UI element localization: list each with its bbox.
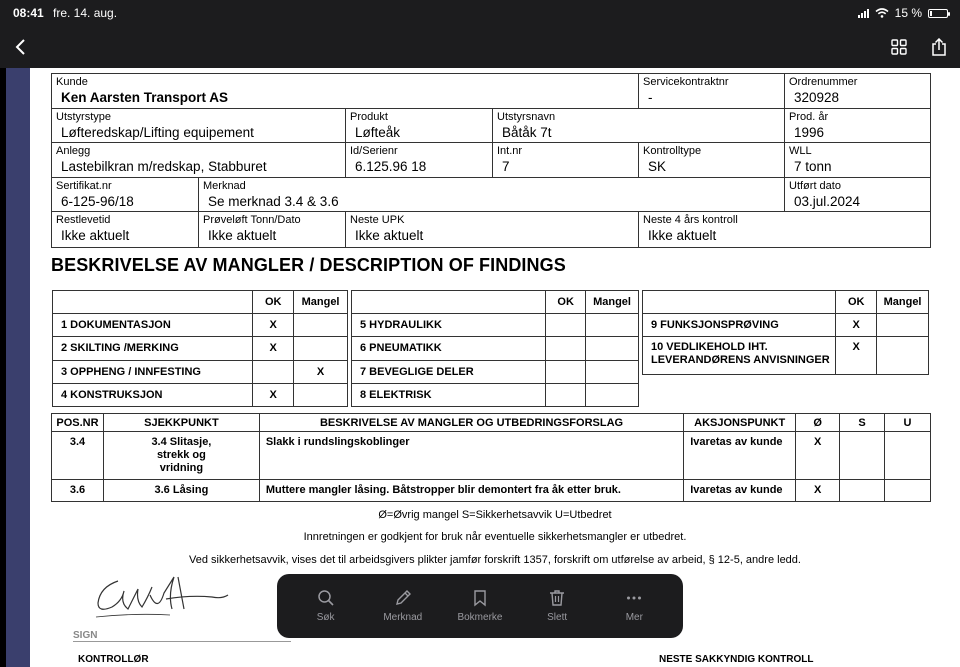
checklist-mangel-mark xyxy=(294,337,348,360)
status-right xyxy=(858,6,948,20)
u-header: U xyxy=(885,414,931,432)
checklist-item-label: 3 OPPHENG / INNFESTING xyxy=(53,360,253,383)
page-edge-strip xyxy=(6,68,30,667)
checklist-row xyxy=(643,314,929,337)
neste-kontroll-label: NESTE SAKKYNDIG KONTROLL xyxy=(659,654,814,665)
aksjon-header: AKSJONSPUNKT xyxy=(684,414,796,432)
legend-note: Ø=Øvrig mangel S=Sikkerhetsavvik U=Utbedret xyxy=(378,509,612,521)
delete-button[interactable] xyxy=(524,589,590,623)
status-bar xyxy=(0,0,960,26)
status-time: 08:41 xyxy=(13,6,44,20)
checklist-table-right xyxy=(642,290,929,375)
delete-button-label: Slett xyxy=(547,612,568,623)
beskrivelse-header: BESKRIVELSE AV MANGLER OG UTBEDRINGSFORSLAG xyxy=(259,414,683,432)
checklist-row xyxy=(53,383,348,406)
kontrolltype-label: Kontrolltype xyxy=(643,145,702,158)
search-button-label: Søk xyxy=(316,612,335,623)
checklist-header-row xyxy=(53,291,348,314)
wll-value: 7 tonn xyxy=(794,159,832,175)
grid-view-button[interactable] xyxy=(886,34,912,60)
sign-line xyxy=(73,641,291,642)
merknad-value: Se merknad 3.4 & 3.6 xyxy=(208,193,339,209)
finding-pos: 3.4 xyxy=(52,432,104,480)
checklist-item-label: 7 BEVEGLIGE DELER xyxy=(352,360,546,383)
produkt-value: Løfteåk xyxy=(355,124,401,140)
checklist-blank-header xyxy=(352,291,546,314)
intnr-label: Int.nr xyxy=(497,145,523,158)
prodar-value: 1996 xyxy=(794,124,825,140)
servicekontrakt-value: - xyxy=(648,90,653,105)
checklist-ok-mark: X xyxy=(253,314,294,337)
neste4-value: Ikke aktuelt xyxy=(648,228,717,244)
prodar-label: Prod. år xyxy=(789,110,829,123)
annotate-button-label: Merknad xyxy=(383,612,423,623)
checklist-ok-mark: X xyxy=(253,337,294,360)
legal-note: Ved sikkerhetsavvik, vises det til arbeidsgivers plikter jamfør forskrift 1357, forskrift om utførelse av arbeid, § 12-5, andre ledd. xyxy=(189,554,801,566)
servicekontrakt-cell xyxy=(639,74,785,108)
ordrenummer-value: 320928 xyxy=(794,90,840,105)
checklist-row xyxy=(53,360,348,383)
sjekkpunkt-header: SJEKKPUNKT xyxy=(103,414,259,432)
checklist-ok-mark xyxy=(546,383,586,406)
checklist-item-label: 8 ELEKTRISK xyxy=(352,383,546,406)
finding-aksjon: Ivaretas av kunde xyxy=(684,432,796,480)
checklist-row xyxy=(53,337,348,360)
sertifikat-label: Sertifikat.nr xyxy=(56,179,112,192)
intnr-cell xyxy=(493,143,639,177)
bookmark-icon xyxy=(471,589,489,607)
neste4-cell xyxy=(639,212,930,247)
finding-sjekkpunkt: 3.6 Låsing xyxy=(103,480,259,502)
checklist-row xyxy=(352,337,639,360)
restlevetid-label: Restlevetid xyxy=(56,214,111,227)
servicekontrakt-label: Servicekontraktnr xyxy=(643,76,729,88)
findings-table xyxy=(51,413,931,502)
anlegg-cell xyxy=(52,143,346,177)
checklist-ok-mark: X xyxy=(836,314,877,337)
utstyrsnavn-label: Utstyrsnavn xyxy=(497,110,556,123)
more-button-label: Mer xyxy=(625,612,643,623)
intnr-value: 7 xyxy=(502,159,510,175)
produkt-label: Produkt xyxy=(350,110,388,123)
search-icon xyxy=(317,589,335,607)
kontrolltype-cell xyxy=(639,143,785,177)
checklist-item-label: 10 VEDLIKEHOLD IHT. LEVERANDØRENS ANVISNINGER xyxy=(643,337,836,375)
idserienr-cell xyxy=(346,143,493,177)
utfort-value: 03.jul.2024 xyxy=(794,193,861,209)
utfort-cell xyxy=(785,178,930,212)
produkt-cell xyxy=(346,109,493,143)
ordrenummer-label: Ordrenummer xyxy=(789,76,858,88)
checklist-table-left xyxy=(52,290,348,407)
checklist-blank-header xyxy=(643,291,836,314)
checklist-item-label: 4 KONSTRUKSJON xyxy=(53,383,253,406)
findings-row xyxy=(52,432,931,480)
restlevetid-cell xyxy=(52,212,199,247)
cellular-signal-icon xyxy=(858,8,869,18)
battery-icon xyxy=(928,9,948,18)
finding-sjekkpunkt: 3.4 Slitasje, strekk og vridning xyxy=(103,432,259,480)
share-icon xyxy=(931,38,947,56)
checklist-header-row xyxy=(352,291,639,314)
status-date: fre. 14. aug. xyxy=(53,6,118,20)
provelopt-value: Ikke aktuelt xyxy=(208,228,277,244)
checklist-row xyxy=(352,383,639,406)
provelopt-label: Prøveløft Tonn/Dato xyxy=(203,214,301,227)
bookmark-button-label: Bokmerke xyxy=(457,612,503,623)
checklist-item-label: 6 PNEUMATIKK xyxy=(352,337,546,360)
checklist-ok-mark: X xyxy=(253,383,294,406)
checklist-header-row xyxy=(643,291,929,314)
checklist-ok-mark xyxy=(546,360,586,383)
more-button[interactable] xyxy=(601,589,667,623)
share-button[interactable] xyxy=(926,34,952,60)
bookmark-button[interactable] xyxy=(447,589,513,623)
restlevetid-value: Ikke aktuelt xyxy=(61,228,130,244)
pos-header: POS.NR xyxy=(52,414,104,432)
checklist-item-label: 2 SKILTING /MERKING xyxy=(53,337,253,360)
merknad-cell xyxy=(199,178,785,212)
finding-o-mark: X xyxy=(796,480,840,502)
kunde-value: Ken Aarsten Transport AS xyxy=(61,90,229,105)
o-header: Ø xyxy=(796,414,840,432)
findings-section-title: BESKRIVELSE AV MANGLER / DESCRIPTION OF FINDINGS xyxy=(51,255,566,275)
back-button[interactable] xyxy=(8,34,34,60)
findings-row xyxy=(52,480,931,502)
finding-beskrivelse: Muttere mangler låsing. Båtstropper blir demontert fra åk etter bruk. xyxy=(259,480,683,502)
wll-cell xyxy=(785,143,930,177)
mangel-header: Mangel xyxy=(294,291,348,314)
finding-pos: 3.6 xyxy=(52,480,104,502)
approval-note: Innretningen er godkjent for bruk når eventuelle sikkerhetsmangler er utbedret. xyxy=(303,531,687,543)
checklist-table-middle xyxy=(351,290,639,407)
neste4-label: Neste 4 års kontroll xyxy=(643,214,738,227)
checklist-mangel-mark xyxy=(877,314,929,337)
checklist-mangel-mark xyxy=(586,314,639,337)
chevron-left-icon xyxy=(14,38,28,56)
findings-header-row xyxy=(52,414,931,432)
idserienr-value: 6.125.96 18 xyxy=(355,159,427,175)
checklist-mangel-mark xyxy=(586,360,639,383)
checklist-row xyxy=(352,360,639,383)
search-button[interactable] xyxy=(293,589,359,623)
checklist-ok-mark xyxy=(546,314,586,337)
idserienr-label: Id/Serienr xyxy=(350,145,398,158)
prodar-cell xyxy=(785,109,930,143)
mangel-header: Mangel xyxy=(877,291,929,314)
grid-icon xyxy=(891,39,907,55)
checklist-mangel-mark xyxy=(294,383,348,406)
utstyrstype-label: Utstyrstype xyxy=(56,110,112,123)
more-icon xyxy=(625,589,643,607)
s-header: S xyxy=(840,414,885,432)
ok-header: OK xyxy=(836,291,877,314)
checklist-ok-mark xyxy=(253,360,294,383)
finding-u-mark xyxy=(885,480,931,502)
utstyrsnavn-cell xyxy=(493,109,785,143)
sertifikat-value: 6-125-96/18 xyxy=(61,193,134,209)
utstyrstype-value: Løfteredskap/Lifting equipement xyxy=(61,124,254,140)
utfort-label: Utført dato xyxy=(789,179,841,192)
finding-s-mark xyxy=(840,480,885,502)
finding-o-mark: X xyxy=(796,432,840,480)
wifi-icon xyxy=(875,8,889,18)
nesteupk-value: Ikke aktuelt xyxy=(355,228,424,244)
finding-s-mark xyxy=(840,432,885,480)
trash-icon xyxy=(548,589,566,607)
mangel-header: Mangel xyxy=(586,291,639,314)
finding-u-mark xyxy=(885,432,931,480)
kunde-cell xyxy=(52,74,639,108)
top-nav-bar xyxy=(0,26,960,68)
battery-percent: 15 % xyxy=(894,6,922,20)
checklist-row xyxy=(53,314,348,337)
ok-header: OK xyxy=(546,291,586,314)
checklist-mangel-mark xyxy=(877,337,929,375)
checklist-row xyxy=(352,314,639,337)
pencil-icon xyxy=(394,589,412,607)
sign-label: SIGN xyxy=(73,630,98,641)
kontrollor-label: KONTROLLØR xyxy=(78,654,149,665)
checklist-item-label: 5 HYDRAULIKK xyxy=(352,314,546,337)
utstyrstype-cell xyxy=(52,109,346,143)
checklist-item-label: 9 FUNKSJONSPRØVING xyxy=(643,314,836,337)
checklist-mangel-mark xyxy=(586,337,639,360)
sertifikat-cell xyxy=(52,178,199,212)
finding-beskrivelse: Slakk i rundslingskoblinger xyxy=(259,432,683,480)
kontrolltype-value: SK xyxy=(648,159,667,175)
checklist-mangel-mark xyxy=(586,383,639,406)
utstyrsnavn-value: Båtåk 7t xyxy=(502,124,552,140)
provelopt-cell xyxy=(199,212,346,247)
nesteupk-label: Neste UPK xyxy=(350,214,405,227)
annotate-button[interactable] xyxy=(370,589,436,623)
handwritten-signature xyxy=(94,573,234,621)
checklist-ok-mark: X xyxy=(836,337,877,375)
ordrenummer-cell xyxy=(785,74,930,108)
anlegg-label: Anlegg xyxy=(56,145,91,158)
finding-aksjon: Ivaretas av kunde xyxy=(684,480,796,502)
bottom-toolbar xyxy=(277,574,683,638)
merknad-label: Merknad xyxy=(203,179,246,192)
checklist-mangel-mark xyxy=(294,314,348,337)
checklist-mangel-mark: X xyxy=(294,360,348,383)
anlegg-value: Lastebilkran m/redskap, Stabburet xyxy=(61,159,267,175)
checklist-item-label: 1 DOKUMENTASJON xyxy=(53,314,253,337)
ok-header: OK xyxy=(253,291,294,314)
nesteupk-cell xyxy=(346,212,639,247)
wll-label: WLL xyxy=(789,145,812,158)
equipment-header-grid xyxy=(51,73,931,248)
kunde-label: Kunde xyxy=(56,76,88,88)
checklist-ok-mark xyxy=(546,337,586,360)
checklist-row xyxy=(643,337,929,375)
checklist-blank-header xyxy=(53,291,253,314)
